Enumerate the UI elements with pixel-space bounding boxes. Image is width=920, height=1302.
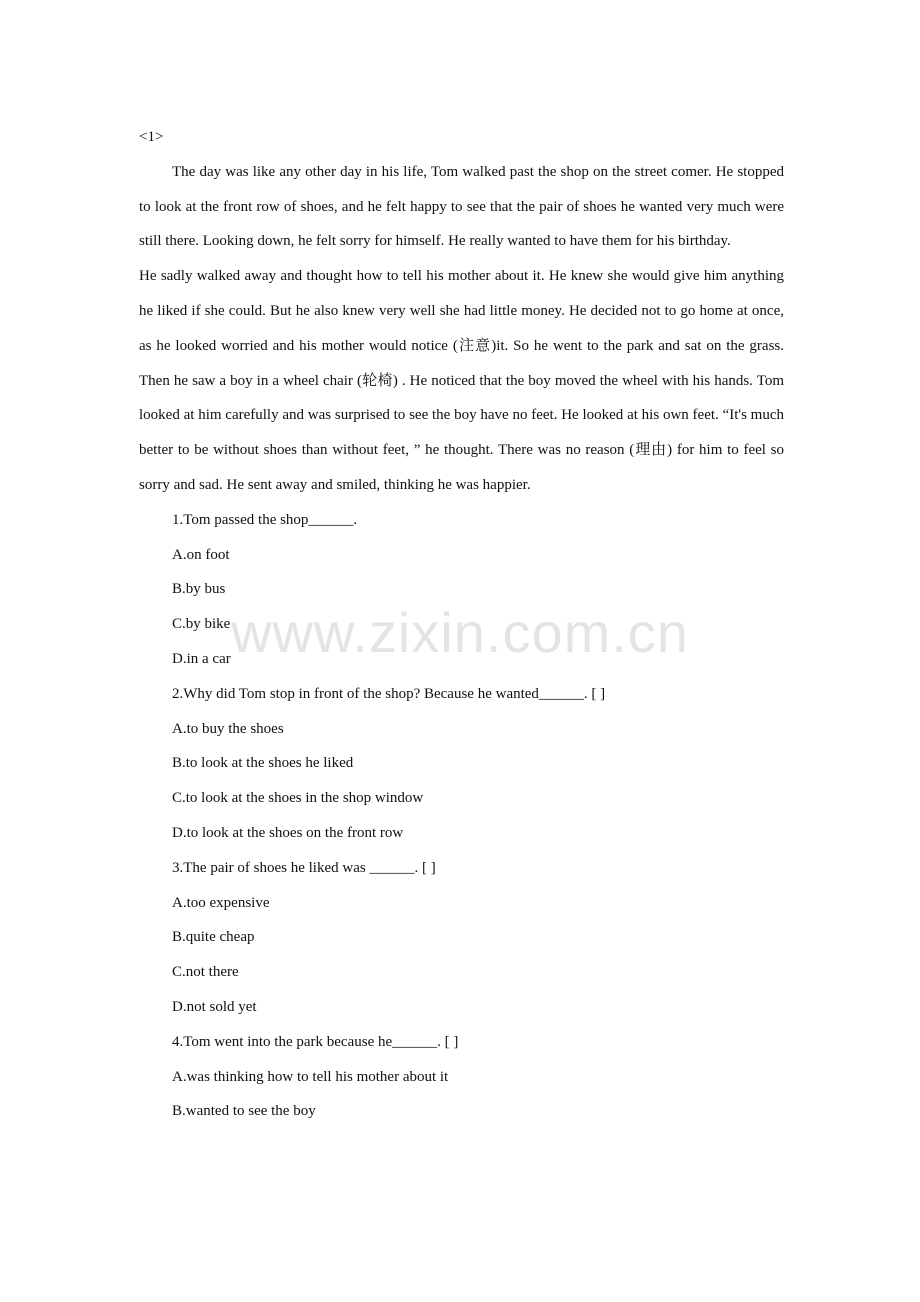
passage-paragraph-2: He sadly walked away and thought how to tell his mother about it. He knew she would give him anything he liked if she could. But he also knew very well she had little money. He decided not to go home at once, as he looked worried and his mother would notice (注意)it. So he went to the park and sat on the grass. Then he saw a boy in a wheel chair (轮椅) . He noticed that the boy moved the wheel with his hands. Tom looked at him carefully and was surprised to see the boy have no feet. He looked at his own feet. “It's much better to be without shoes than without feet, ” he thought. There was no reason (理由) for him to feel so sorry and sad. He sent away and smiled, thinking he was happier. (139, 268, 784, 493)
question-1 (139, 503, 784, 677)
option-a: A.was thinking how to tell his mother about it (172, 1068, 449, 1085)
option-d: D.to look at the shoes on the front row (172, 824, 404, 841)
option-b: B.by bus (172, 581, 226, 598)
question-text: 3.The pair of shoes he liked was ______. [ ] (172, 859, 436, 876)
question-2 (139, 677, 784, 851)
document-page (139, 120, 784, 1129)
option-c: C.by bike (172, 616, 231, 633)
option-b: B.wanted to see the boy (172, 1103, 316, 1120)
option-c: C.to look at the shoes in the shop window (172, 790, 424, 807)
option-c: C.not there (172, 964, 239, 981)
option-d: D.not sold yet (172, 998, 257, 1015)
question-text: 2.Why did Tom stop in front of the shop? Because he wanted______. [ ] (172, 685, 606, 702)
question-text: 1.Tom passed the shop______. (172, 511, 358, 528)
watermark: www.zixin.com.cn (231, 601, 689, 664)
question-text: 4.Tom went into the park because he______. [ ] (172, 1033, 459, 1050)
option-b: B.quite cheap (172, 929, 255, 946)
option-b: B.to look at the shoes he liked (172, 755, 354, 772)
section-label: <1> (139, 129, 164, 145)
option-a: A.to buy the shoes (172, 720, 284, 737)
option-a: A.on foot (172, 546, 230, 563)
question-3 (139, 851, 784, 1025)
option-a: A.too expensive (172, 894, 270, 911)
option-d: D.in a car (172, 650, 231, 667)
passage-paragraph-1: The day was like any other day in his life, Tom walked past the shop on the street comer. He stopped to look at the front row of shoes, and he felt happy to see that the pair of shoes he wanted very much were still there. Looking down, he felt sorry for himself. He really wanted to have them for his birthday. (139, 163, 784, 250)
question-4 (139, 1025, 784, 1129)
